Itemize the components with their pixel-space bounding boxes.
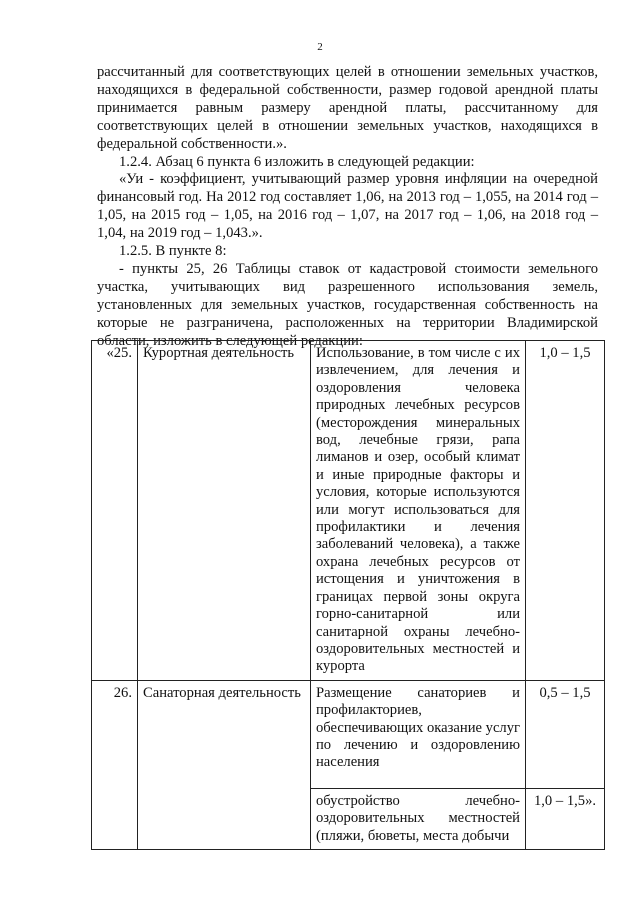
table-row (92, 341, 605, 681)
row-rate: 0,5 – 1,5 (526, 680, 605, 788)
row-description-text: Размещение санаториев и профилакториев, обеспечивающих оказание услуг по лечению и оздоровлению населения (316, 684, 520, 771)
paragraph: рассчитанный для соответствующих целей в отношении земельных участков, находящихся в федеральной собственности, размер годовой арендной платы принимается равным размеру арендной платы, рассчитанному для соответствующих целей в отношении земельных участков, находящихся в федеральной собственности.». (97, 64, 598, 152)
paragraph: - пункты 25, 26 Таблицы ставок от кадастровой стоимости земельного участка, учитывающих вид разрешенного использования земель, установленных для земельных участков, государственная собственность на которые не разграничена, расположенных на территории Владимирской области, изложить в следующей редакции: (97, 260, 598, 349)
rates-table (91, 340, 605, 850)
paragraph: 1.2.4. Абзац 6 пункта 6 изложить в следующей редакции: (119, 153, 475, 170)
row-description: Использование, в том числе с их извлечением, для лечения и оздоровления человека природных лечебных ресурсов (месторождения минеральных вод, лечебные грязи, рапа лиманов и озер, особый климат и иные природные факторы и условия, которые используются или могут использоваться для профилактики и лечения заболеваний человека), а также охрана лечебных ресурсов от истощения и уничтожения в границах первой зоны округа горно-санитарной или санитарной охраны лечебно-оздоровительных местностей и курорта (311, 341, 526, 681)
table-row (92, 680, 605, 788)
row-number: 26. (92, 680, 138, 849)
page-number: 2 (317, 41, 323, 53)
row-number: «25. (92, 341, 138, 681)
row-rate: 1,0 – 1,5». (526, 788, 605, 849)
row-name: Санаторная деятельность (138, 680, 311, 849)
paragraph: «Уи - коэффициент, учитывающий размер уровня инфляции на очередной финансовый год. На 2012 год составляет 1,06, на 2013 год – 1,055, на 2014 год – 1,05, на 2015 год – 1,05, на 2016 год – 1,07, на 2017 год – 1,06, на 2018 год – 1,04, на 2019 год – 1,043.». (97, 171, 598, 242)
row-name: Курортная деятельность (138, 341, 311, 681)
body-text (97, 64, 598, 351)
row-description: обустройство лечебно-оздоровительных местностей (пляжи, бюветы, места добычи (311, 788, 526, 849)
row-rate: 1,0 – 1,5 (526, 341, 605, 681)
paragraph: 1.2.5. В пункте 8: (119, 243, 227, 260)
row-description (311, 680, 526, 788)
